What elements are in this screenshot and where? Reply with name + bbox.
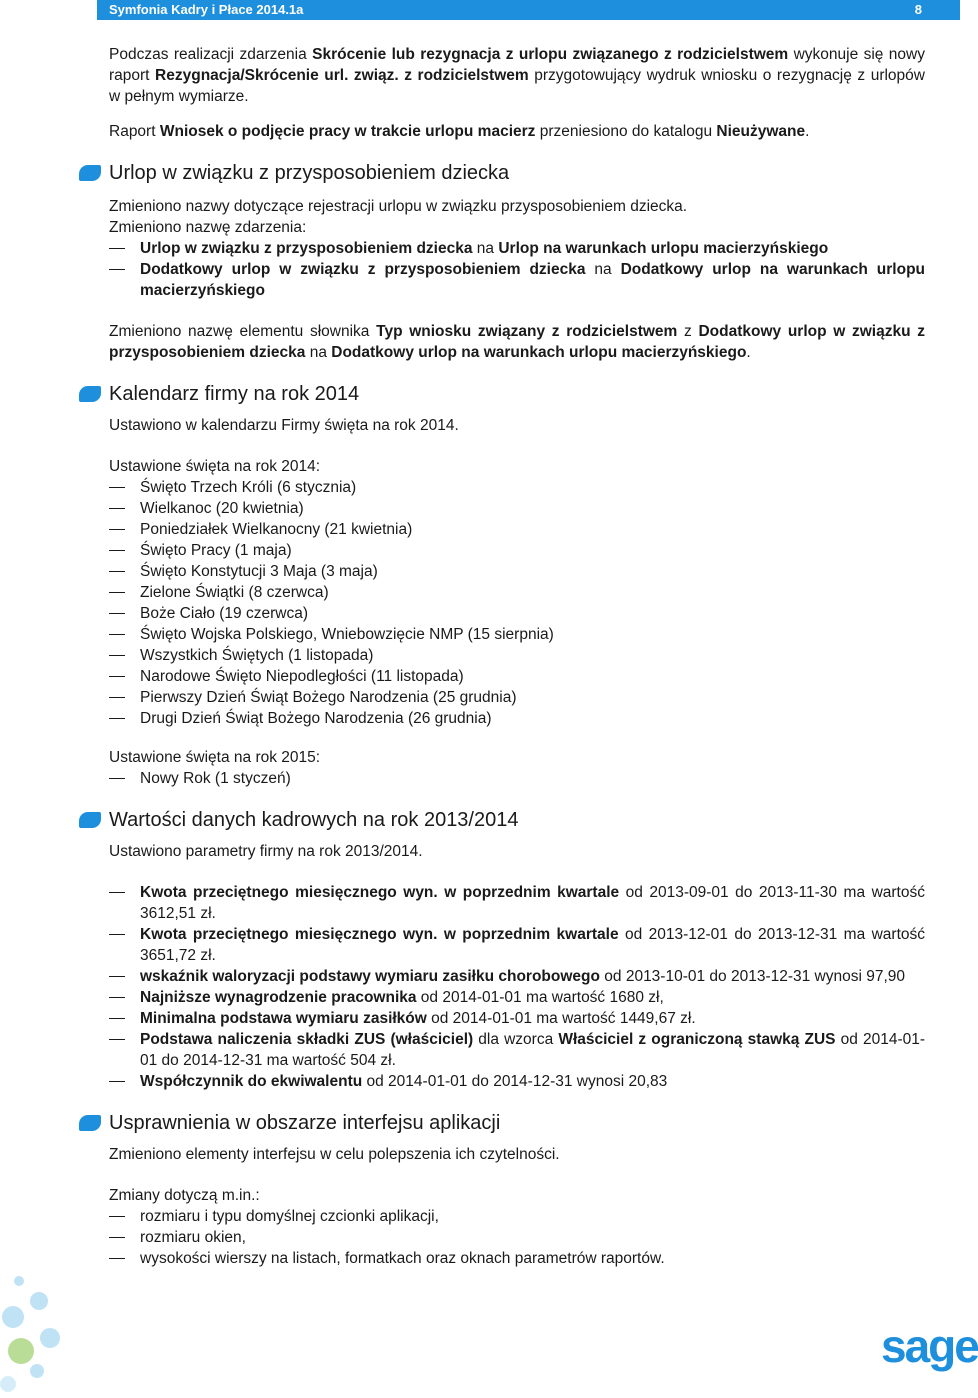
- list-item: rozmiaru okien,: [109, 1227, 925, 1248]
- section-marker-icon: [79, 1115, 101, 1131]
- adoption-rename-list: [109, 238, 925, 301]
- bold-text: Skrócenie lub rezygnacja z urlopu związanego z rodzicielstwem: [312, 46, 789, 63]
- holidays-2014-label: Ustawione święta na rok 2014:: [109, 458, 321, 475]
- section-heading-calendar: [109, 381, 925, 407]
- list-item: Święto Wojska Polskiego, Wniebowzięcie NMP (15 sierpnia): [109, 624, 925, 645]
- holidays-2014-list: [109, 477, 925, 729]
- page-number: 8: [914, 2, 922, 17]
- list-item: rozmiaru i typu domyślnej czcionki aplikacji,: [109, 1206, 925, 1227]
- header-title: Symfonia Kadry i Płace 2014.1a: [109, 2, 304, 17]
- decorative-bubbles: [0, 1268, 80, 1398]
- text-run: Raport: [109, 123, 160, 140]
- section-marker-icon: [79, 386, 101, 402]
- page-content: [109, 44, 925, 1269]
- list-item: [109, 987, 925, 1008]
- text-run: na: [305, 344, 332, 361]
- text-run: od 2013-10-01 do 2013-12-31 wynosi 97,90: [599, 968, 906, 985]
- text-run: na: [585, 261, 621, 278]
- bubble-decoration: [14, 1276, 24, 1286]
- text-run: .: [805, 123, 810, 140]
- bold-text: Współczynnik do ekwiwalentu: [140, 1073, 363, 1090]
- text-run: na: [472, 240, 499, 257]
- text-run: od 2013-09-01 do 2013-11-30 ma wartość 3612,51 zł.: [140, 884, 925, 922]
- holidays-2015-list: [109, 768, 925, 789]
- bubble-decoration: [40, 1328, 60, 1348]
- list-item: Zielone Świątki (8 czerwca): [109, 582, 925, 603]
- bold-text: Urlop w związku z przysposobieniem dziecka: [140, 240, 473, 257]
- text-run: od 2013-12-01 do 2013-12-31 ma wartość 3651,72 zł.: [140, 926, 926, 964]
- values-list: [109, 882, 925, 1092]
- bold-text: Nieużywane: [716, 123, 806, 140]
- bold-text: Dodatkowy urlop w związku z przysposobieniem dziecka: [109, 323, 926, 361]
- text-run: wykonuje się nowy raport: [109, 46, 925, 84]
- list-item: [109, 1008, 925, 1029]
- bold-text: Minimalna podstawa wymiaru zasiłków: [140, 1010, 427, 1027]
- bold-text: Dodatkowy urlop na warunkach urlopu macierzyńskiego: [331, 344, 747, 361]
- section-heading-ui: [109, 1110, 925, 1136]
- sage-logo: sage: [881, 1320, 978, 1372]
- values-paragraph-1: Ustawiono parametry firmy na rok 2013/2014.: [109, 843, 423, 860]
- bold-text: Podstawa naliczenia składki ZUS (właściciel): [140, 1031, 474, 1048]
- list-item: Nowy Rok (1 styczeń): [109, 768, 925, 789]
- bold-text: Kwota przeciętnego miesięcznego wyn. w poprzednim kwartale: [140, 926, 619, 943]
- list-item: Święto Pracy (1 maja): [109, 540, 925, 561]
- section-marker-icon: [79, 165, 101, 181]
- adoption-paragraph-1: Zmieniono nazwy dotyczące rejestracji urlopu w związku przysposobieniem dziecka.: [109, 198, 688, 215]
- text-run: Zmieniono nazwę elementu słownika: [109, 323, 377, 340]
- section-heading-values: [109, 807, 925, 833]
- bold-text: Typ wniosku związany z rodzicielstwem: [376, 323, 678, 340]
- list-item: [109, 238, 925, 259]
- ui-changes-list: [109, 1206, 925, 1269]
- bold-text: Dodatkowy urlop w związku z przysposobieniem dziecka: [140, 261, 586, 278]
- text-run: przygotowujący wydruk wniosku o rezygnację z urlopów w pełnym wymiarze.: [109, 67, 925, 105]
- calendar-paragraph-1: Ustawiono w kalendarzu Firmy święta na rok 2014.: [109, 417, 459, 434]
- section-title: Urlop w związku z przysposobieniem dziecka: [109, 162, 510, 184]
- list-item: [109, 259, 925, 301]
- section-title: Kalendarz firmy na rok 2014: [109, 383, 360, 405]
- bold-text: Właściciel z ograniczoną stawką ZUS: [558, 1031, 836, 1048]
- holidays-2015-label: Ustawione święta na rok 2015:: [109, 749, 321, 766]
- text-run: z: [677, 323, 699, 340]
- list-item: wysokości wierszy na listach, formatkach oraz oknach parametrów raportów.: [109, 1248, 925, 1269]
- bubble-decoration: [30, 1292, 48, 1310]
- text-run: dla wzorca: [473, 1031, 559, 1048]
- intro-paragraph-1: [109, 44, 925, 107]
- list-item: Święto Trzech Króli (6 stycznia): [109, 477, 925, 498]
- bubble-decoration: [0, 1376, 16, 1392]
- section-title: Wartości danych kadrowych na rok 2013/2014: [109, 809, 519, 831]
- list-item: Święto Konstytucji 3 Maja (3 maja): [109, 561, 925, 582]
- list-item: [109, 924, 925, 966]
- intro-paragraph-2: [109, 121, 925, 142]
- adoption-paragraph-2: Zmieniono nazwę zdarzenia:: [109, 219, 307, 236]
- list-item: [109, 882, 925, 924]
- header-bar: [97, 0, 960, 20]
- list-item: Boże Ciało (19 czerwca): [109, 603, 925, 624]
- ui-changes-label: Zmiany dotyczą m.in.:: [109, 1187, 260, 1204]
- list-item: [109, 966, 925, 987]
- list-item: [109, 1071, 925, 1092]
- section-heading-adoption: [109, 160, 925, 186]
- list-item: Wielkanoc (20 kwietnia): [109, 498, 925, 519]
- bubble-decoration: [8, 1338, 34, 1364]
- bold-text: Dodatkowy urlop na warunkach urlopu macierzyńskiego: [140, 261, 926, 299]
- bold-text: wskaźnik waloryzacji podstawy wymiaru zasiłku chorobowego: [140, 968, 600, 985]
- text-run: .: [746, 344, 751, 361]
- bold-text: Urlop na warunkach urlopu macierzyńskiego: [498, 240, 829, 257]
- text-run: od 2014-01-01 ma wartość 1449,67 zł.: [426, 1010, 696, 1027]
- text-run: od 2014-01-01 do 2014-12-31 ma wartość 504 zł.: [140, 1031, 926, 1069]
- list-item: Drugi Dzień Świąt Bożego Narodzenia (26 grudnia): [109, 708, 925, 729]
- list-item: Pierwszy Dzień Świąt Bożego Narodzenia (25 grudnia): [109, 687, 925, 708]
- text-run: od 2014-01-01 do 2014-12-31 wynosi 20,83: [362, 1073, 668, 1090]
- list-item: Narodowe Święto Niepodległości (11 listopada): [109, 666, 925, 687]
- text-run: Podczas realizacji zdarzenia: [109, 46, 313, 63]
- ui-paragraph-1: Zmieniono elementy interfejsu w celu polepszenia ich czytelności.: [109, 1146, 560, 1163]
- text-run: przeniesiono do katalogu: [535, 123, 717, 140]
- adoption-paragraph-3: [109, 321, 925, 363]
- section-marker-icon: [79, 812, 101, 828]
- bubble-decoration: [30, 1364, 44, 1378]
- bold-text: Najniższe wynagrodzenie pracownika: [140, 989, 417, 1006]
- bold-text: Rezygnacja/Skrócenie url. związ. z rodzicielstwem: [155, 67, 529, 84]
- bubble-decoration: [2, 1306, 24, 1328]
- section-title: Usprawnienia w obszarze interfejsu aplikacji: [109, 1112, 501, 1134]
- list-item: Poniedziałek Wielkanocny (21 kwietnia): [109, 519, 925, 540]
- bold-text: Kwota przeciętnego miesięcznego wyn. w poprzednim kwartale: [140, 884, 620, 901]
- list-item: Wszystkich Świętych (1 listopada): [109, 645, 925, 666]
- text-run: od 2014-01-01 ma wartość 1680 zł,: [416, 989, 664, 1006]
- list-item: [109, 1029, 925, 1071]
- bold-text: Wniosek o podjęcie pracy w trakcie urlopu macierz: [159, 123, 536, 140]
